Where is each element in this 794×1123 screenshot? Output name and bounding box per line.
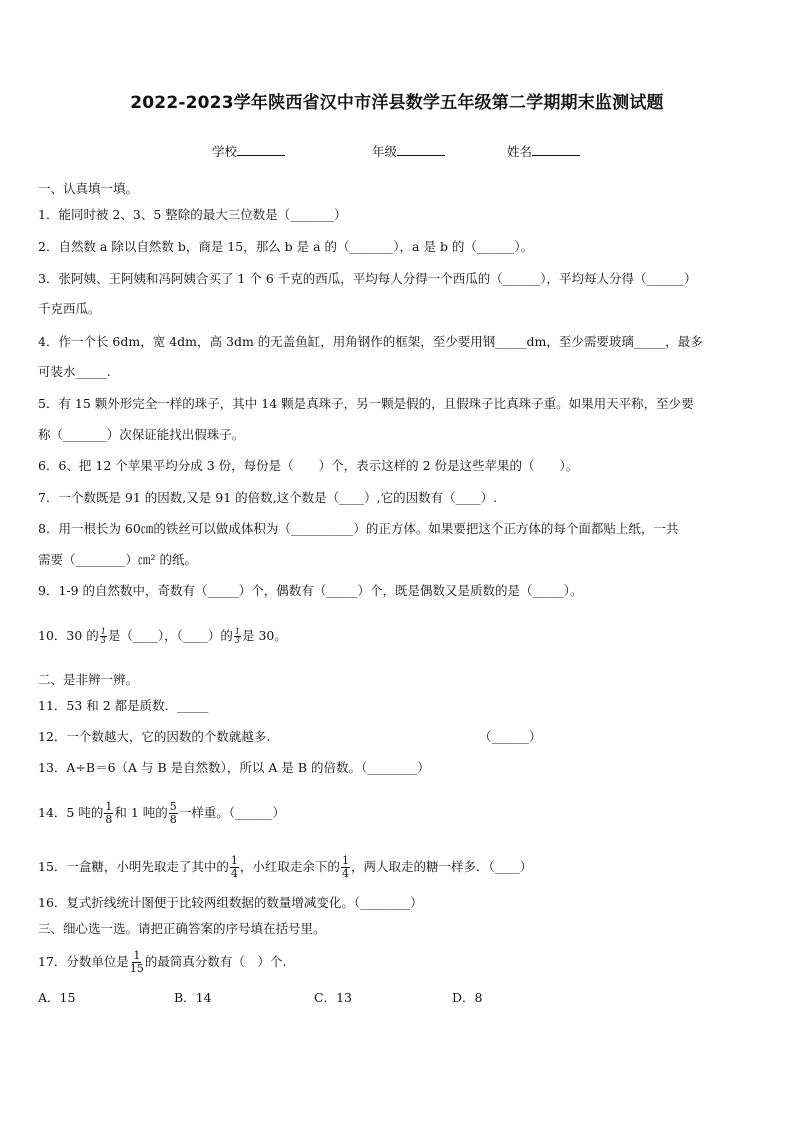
option-c[interactable]: C．13 (314, 990, 352, 1005)
question-8-line-1: 8．用一根长为 60㎝的铁丝可以做成体积为（__________）的正方体。如果要把这个正方体的每个面都贴上纸，一共 (38, 521, 679, 536)
q10-frac2-den: 3 (234, 636, 240, 645)
q17-frac-den: 15 (129, 962, 144, 975)
q14-frac2-den: 8 (169, 813, 177, 826)
q14-frac1-den: 8 (105, 813, 113, 826)
page-title: 2022-2023学年陕西省汉中市洋县数学五年级第二学期期末监测试题 (130, 93, 664, 113)
q17-text-b: 的最简真分数有（ ）个. (144, 954, 287, 969)
q15-frac1-num: 1 (230, 854, 238, 867)
q15-fraction-1 (230, 855, 239, 880)
q10-fraction-1 (100, 628, 107, 645)
grade-field (372, 142, 445, 160)
option-b[interactable]: B．14 (174, 990, 212, 1005)
question-6: 6．6、把 12 个苹果平均分成 3 份，每份是（ ）个，表示这样的 2 份是这些苹果的（ ）。 (38, 458, 579, 473)
q15-fraction-2 (341, 855, 350, 880)
question-3-line-1: 3．张阿姨、王阿姨和冯阿姨合买了 1 个 6 千克的西瓜，平均每人分得一个西瓜的（______），平均每人分得（______） (38, 271, 697, 286)
question-1: 1．能同时被 2、3、5 整除的最大三位数是（_______） (38, 207, 347, 222)
q10-fraction-2 (234, 628, 241, 645)
q15-text-a: 15．一盒糖，小明先取走了其中的 (38, 859, 229, 874)
question-5-line-2: 称（_______）次保证能找出假珠子。 (38, 427, 245, 442)
section-3-heading: 三、细心选一选。请把正确答案的序号填在括号里。 (38, 921, 326, 936)
grade-label: 年级 (372, 144, 398, 159)
question-12 (38, 728, 270, 746)
q15-frac1-den: 4 (230, 867, 238, 880)
q14-frac1-num: 1 (105, 800, 113, 813)
option-d[interactable]: D．8 (452, 990, 483, 1005)
q15-text-c: ，两人取走的糖一样多．（____） (350, 859, 533, 874)
q14-text-c: 一样重。（______） (178, 805, 286, 820)
grade-blank[interactable] (397, 143, 445, 156)
school-label: 学校 (212, 144, 238, 159)
question-15 (38, 855, 532, 880)
name-field (507, 142, 580, 160)
option-a[interactable]: A．15 (38, 990, 76, 1005)
q10-text-c: 是 30。 (242, 628, 287, 643)
q14-frac2-num: 5 (169, 800, 177, 813)
q14-fraction-1 (104, 801, 113, 826)
q17-fraction (130, 950, 144, 975)
question-4-line-1: 4．作一个长 6dm，宽 4dm，高 3dm 的无盖鱼缸，用角钢作的框架，至少要用钢_____dm，至少需要玻璃_____，最多 (38, 334, 703, 349)
question-14 (38, 801, 285, 826)
question-9: 9．1-9 的自然数中，奇数有（_____）个，偶数有（_____）个，既是偶数又是质数的是（_____）。 (38, 583, 583, 598)
q12-text: 12．一个数越大，它的因数的个数就越多. (38, 729, 271, 744)
q10-frac2-num: 1 (234, 627, 240, 636)
q10-frac1-num: 1 (100, 627, 106, 636)
question-5-line-1: 5．有 15 颗外形完全一样的珠子，其中 14 颗是真珠子，另一颗是假的，且假珠子比真珠子重。如果用天平称，至少要 (38, 396, 694, 411)
q10-text-b: 是（____），（____）的 (107, 628, 233, 643)
q15-text-b: ，小红取走余下的 (239, 859, 340, 874)
q10-text-a: 10．30 的 (38, 628, 99, 643)
question-10 (38, 627, 287, 645)
name-blank[interactable] (532, 143, 580, 156)
q14-text-a: 14．5 吨的 (38, 805, 104, 820)
q17-text-a: 17．分数单位是 (38, 954, 129, 969)
section-1-heading: 一、认真填一填。 (38, 181, 139, 196)
question-8-line-2: 需要（________）㎝² 的纸。 (38, 552, 197, 567)
school-blank[interactable] (237, 143, 285, 156)
question-17 (38, 950, 286, 975)
question-13: 13．A÷B＝6（A 与 B 是自然数），所以 A 是 B 的倍数。（________） (38, 760, 430, 775)
question-2: 2．自然数 a 除以自然数 b，商是 15，那么 b 是 a 的（_______），a 是 b 的（______）。 (38, 239, 534, 254)
section-2-heading: 二、是非辨一辨。 (38, 672, 139, 687)
question-16: 16．复式折线统计图便于比较两组数据的数量增减变化。（________） (38, 895, 423, 910)
question-3-line-2: 千克西瓜。 (38, 301, 101, 316)
question-4-line-2: 可装水_____. (38, 364, 111, 379)
school-field (212, 142, 285, 160)
q14-fraction-2 (169, 801, 178, 826)
q15-frac2-den: 4 (341, 867, 349, 880)
q14-text-b: 和 1 吨的 (114, 805, 168, 820)
q17-frac-num: 1 (133, 949, 141, 962)
question-7: 7．一个数既是 91 的因数,又是 91 的倍数,这个数是（____）,它的因数有（____）. (38, 490, 498, 505)
q12-answer-paren: （______） (479, 729, 542, 744)
question-11: 11．53 和 2 都是质数．_____ (38, 698, 209, 713)
name-label: 姓名 (507, 144, 533, 159)
q15-frac2-num: 1 (341, 854, 349, 867)
q10-frac1-den: 3 (100, 636, 106, 645)
